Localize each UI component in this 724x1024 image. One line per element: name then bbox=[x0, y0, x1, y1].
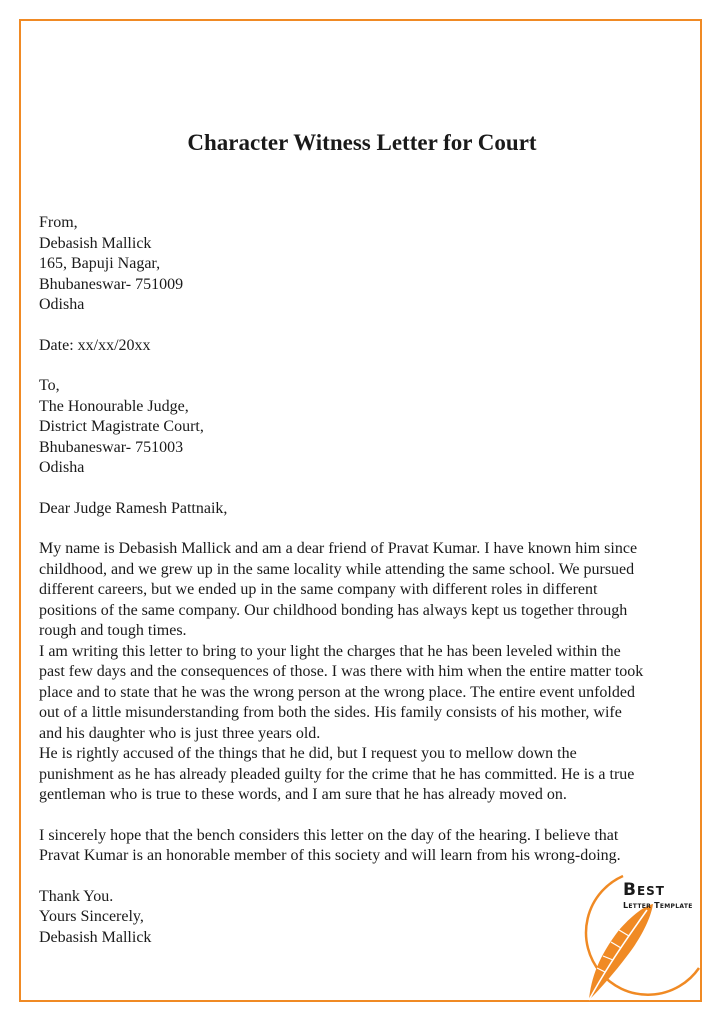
address-line: District Magistrate Court, bbox=[39, 418, 204, 435]
salutation-line: Dear Judge Ramesh Pattnaik, bbox=[39, 499, 228, 517]
body-line: past few days and the consequences of those. I was there with him when the entire matter took bbox=[39, 663, 644, 680]
body-line: I sincerely hope that the bench considers this letter on the day of the hearing. I believe that bbox=[39, 826, 619, 844]
body-line: childhood, and we grew up in the same locality while attending the same school. We pursued bbox=[39, 560, 635, 578]
letter-date bbox=[39, 336, 699, 357]
body-line: rough and tough times. bbox=[39, 622, 187, 639]
signer-name: Debasish Mallick bbox=[39, 928, 152, 946]
salutation bbox=[39, 499, 699, 520]
body-line: My name is Debasish Mallick and am a dear friend of Pravat Kumar. I have known him since bbox=[39, 540, 638, 557]
body-line: place and to state that he was the wrong person at the wrong place. The entire event unfolded bbox=[39, 683, 635, 701]
letter-body bbox=[39, 128, 699, 968]
quill-feather-icon bbox=[589, 904, 653, 1000]
closing-line: Yours Sincerely, bbox=[39, 908, 144, 925]
sender-address bbox=[39, 213, 699, 316]
body-line: positions of the same company. Our childhood bonding has always kept us together through bbox=[39, 601, 628, 619]
address-line: Odisha bbox=[39, 459, 85, 476]
address-line: The Honourable Judge, bbox=[39, 397, 189, 415]
body-line: He is rightly accused of the things that he did, but I request you to mellow down the bbox=[39, 745, 577, 762]
address-line: Bhubaneswar- 751003 bbox=[39, 438, 184, 456]
address-line: To, bbox=[39, 377, 60, 394]
address-line: From, bbox=[39, 214, 78, 231]
address-line: 165, Bapuji Nagar, bbox=[39, 255, 161, 272]
body-line: and his daughter who is just three years old. bbox=[39, 724, 321, 742]
logo-subtitle: Letter Template bbox=[623, 901, 693, 910]
recipient-address bbox=[39, 376, 699, 479]
body-line: different careers, but we ended up in the same company with different roles in different bbox=[39, 581, 598, 598]
letter-title: Character Witness Letter for Court bbox=[187, 130, 537, 155]
closing-line: Thank You. bbox=[39, 887, 114, 905]
address-line: Debasish Mallick bbox=[39, 234, 152, 252]
body-line: punishment as he has already pleaded guilty for the crime that he has committed. He is a true bbox=[39, 765, 635, 783]
address-line: Odisha bbox=[39, 296, 85, 313]
body-paragraph-main bbox=[39, 539, 699, 806]
logo-title: Best bbox=[623, 880, 665, 900]
address-line: Bhubaneswar- 751009 bbox=[39, 275, 184, 293]
logo-wordmark bbox=[623, 880, 693, 912]
date-line: Date: xx/xx/20xx bbox=[39, 336, 151, 354]
body-paragraph-closing bbox=[39, 826, 699, 867]
body-line: gentleman who is true to these words, and I am sure that he has already moved on. bbox=[39, 786, 567, 803]
body-line: out of a little misunderstanding from both the sides. His family consists of his mother, wife bbox=[39, 704, 622, 721]
body-line: I am writing this letter to bring to your light the charges that he has been leveled within the bbox=[39, 642, 621, 660]
body-line: Pravat Kumar is an honorable member of this society and will learn from his wrong-doing. bbox=[39, 847, 621, 864]
